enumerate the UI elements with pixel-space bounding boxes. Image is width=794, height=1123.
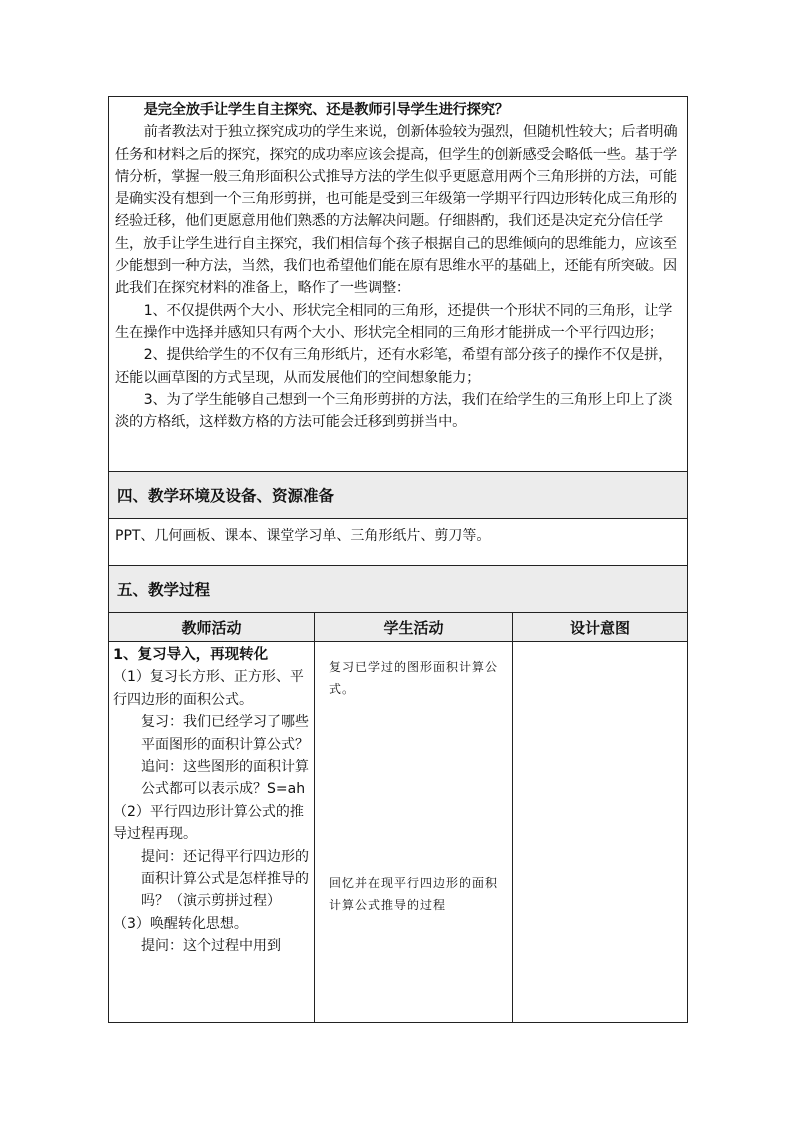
lesson-plan-table bbox=[108, 96, 688, 1023]
teacher-line: （3）唤醒转化思想。 bbox=[113, 915, 248, 932]
teacher-line: 提问：这个过程中用到 bbox=[141, 938, 281, 955]
intro-paragraph: 2、提供给学生的不仅有三角形纸片，还有水彩笔，希望有部分孩子的操作不仅是拼，还能以画草图的方式呈现，从而发展他们的空间想象能力； bbox=[115, 347, 673, 386]
student-line: 复习已学过的图形面积计算公式。 bbox=[329, 660, 499, 696]
intro-cell bbox=[109, 97, 688, 472]
teacher-line: （1）复习长方形、正方形、平行四边形的面积公式。 bbox=[113, 669, 304, 708]
design-intent-cell bbox=[513, 642, 688, 1023]
section5-heading: 五、教学过程 bbox=[109, 566, 688, 613]
section4-heading: 四、教学环境及设备、资源准备 bbox=[109, 472, 688, 519]
section4-content: PPT、几何画板、课本、课堂学习单、三角形纸片、剪刀等。 bbox=[109, 519, 688, 566]
column-header-student: 学生活动 bbox=[315, 613, 513, 642]
teacher-line: （2）平行四边形计算公式的推导过程再现。 bbox=[113, 803, 304, 843]
intro-paragraph: 1、不仅提供两个大小、形状完全相同的三角形，还提供一个形状不同的三角形，让学生在操作中选择并感知只有两个大小、形状完全相同的三角形才能拼成一个平行四边形； bbox=[115, 302, 673, 341]
column-header-design: 设计意图 bbox=[513, 613, 688, 642]
teacher-step-heading: 1、复习导入，再现转化 bbox=[113, 647, 269, 663]
intro-paragraph: 前者教法对于独立探究成功的学生来说，创新体验较为强烈，但随机性较大；后者明确任务和材料之后的探究，探究的成功率应该会提高，但学生的创新感受会略低一些。基于学情分析，掌握一般三角形面积公式推导方法的学生似乎更愿意用两个三角形拼的方法，可能是确实没有想到一个三角形剪拼，也可能是受到三年级第一学期平行四边形转化成三角形的经验迁移，他们更愿意用他们熟悉的方法解决问题。仔细斟酌，我们还是决定充分信任学生，放手让学生进行自主探究，我们相信每个孩子根据自己的思维倾向的思维能力，应该至少能想到一种方法，当然，我们也希望他们能在原有思维水平的基础上，还能有所突破。因此我们在探究材料的准备上，略作了一些调整： bbox=[115, 124, 678, 297]
student-line: 回忆并在现平行四边形的面积计算公式推导的过程 bbox=[329, 876, 499, 912]
teacher-line: 追问：这些图形的面积计算公式都可以表示成？S=ah bbox=[141, 759, 309, 798]
teacher-activity-cell bbox=[109, 642, 315, 1023]
teacher-line: 提问：还记得平行四边形的面积计算公式是怎样推导的吗？（演示剪拼过程） bbox=[141, 848, 309, 910]
intro-paragraph: 3、为了学生能够自己想到一个三角形剪拼的方法，我们在给学生的三角形上印上了淡淡的方格纸，这样数方格的方法可能会迁移到剪拼当中。 bbox=[115, 391, 673, 431]
student-activity-cell bbox=[315, 642, 513, 1023]
teacher-line: 复习：我们已经学习了哪些平面图形的面积计算公式？ bbox=[141, 714, 309, 753]
column-header-teacher: 教师活动 bbox=[109, 613, 315, 642]
intro-question: 是完全放手让学生自主探究、还是教师引导学生进行探究？ bbox=[143, 102, 509, 118]
